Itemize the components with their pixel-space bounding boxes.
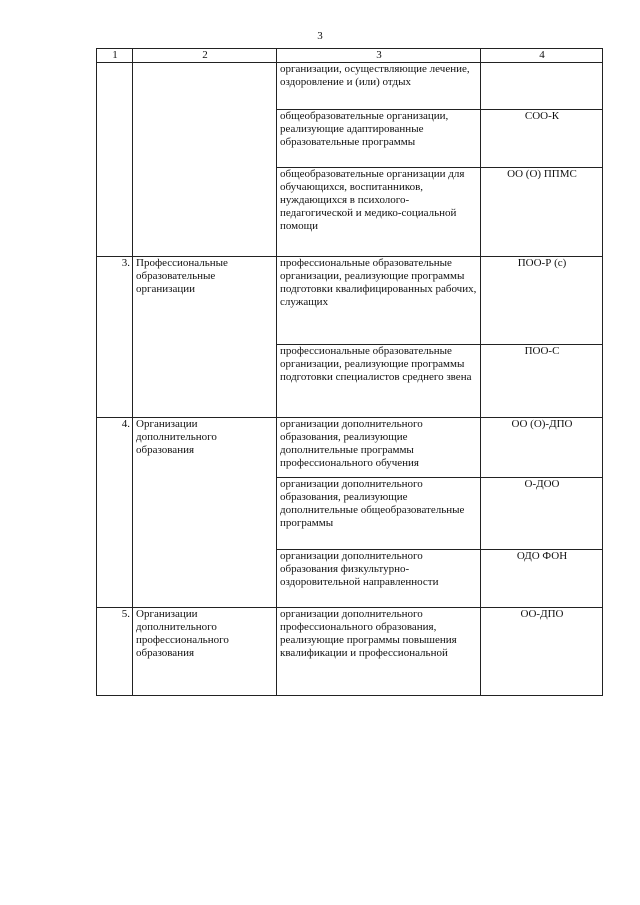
description-cell: организации дополнительного образования, реализующие дополнительные программы профессионального обучения (277, 418, 481, 478)
table-header-row (97, 49, 603, 63)
code-cell (481, 63, 603, 110)
description-cell: общеобразовательные организации, реализующие адаптированные образовательные программы (277, 110, 481, 168)
description-cell: профессиональные образовательные организации, реализующие программы подготовки квалифицированных рабочих, служащих (277, 257, 481, 345)
code-cell: ПОО-С (481, 345, 603, 418)
column-header-1: 1 (97, 49, 133, 63)
row-number-cell: 4. (97, 418, 133, 608)
page-number: 3 (317, 30, 323, 42)
code-cell: ОО-ДПО (481, 608, 603, 696)
description-cell: общеобразовательные организации для обучающихся, воспитанников, нуждающихся в психолого-педагогической и медико-социальной помощи (277, 168, 481, 257)
group-name-cell: Организации дополнительного профессионального образования (133, 608, 277, 696)
column-header-3: 3 (277, 49, 481, 63)
code-cell: ОДО ФОН (481, 550, 603, 608)
row-number-cell (97, 63, 133, 257)
table-row (97, 418, 603, 478)
description-cell: организации, осуществляющие лечение, оздоровление и (или) отдых (277, 63, 481, 110)
code-cell: ПОО-Р (с) (481, 257, 603, 345)
row-number-cell: 3. (97, 257, 133, 418)
description-cell: организации дополнительного профессионального образования, реализующие программы повышения квалификации и профессиональной (277, 608, 481, 696)
table-row (97, 608, 603, 696)
group-name-cell: Организации дополнительного образования (133, 418, 277, 608)
organization-types-table (96, 48, 603, 696)
code-cell: ОО (О) ППМС (481, 168, 603, 257)
row-number-cell: 5. (97, 608, 133, 696)
code-cell: ОО (О)-ДПО (481, 418, 603, 478)
code-cell: О-ДОО (481, 478, 603, 550)
column-header-2: 2 (133, 49, 277, 63)
code-cell: СОО-К (481, 110, 603, 168)
group-name-cell: Профессиональные образовательные организации (133, 257, 277, 418)
table-row (97, 257, 603, 345)
description-cell: организации дополнительного образования физкультурно-оздоровительной направленности (277, 550, 481, 608)
description-cell: организации дополнительного образования, реализующие дополнительные общеобразовательные программы (277, 478, 481, 550)
column-header-4: 4 (481, 49, 603, 63)
description-cell: профессиональные образовательные организации, реализующие программы подготовки специалистов среднего звена (277, 345, 481, 418)
table-row (97, 63, 603, 110)
group-name-cell (133, 63, 277, 257)
